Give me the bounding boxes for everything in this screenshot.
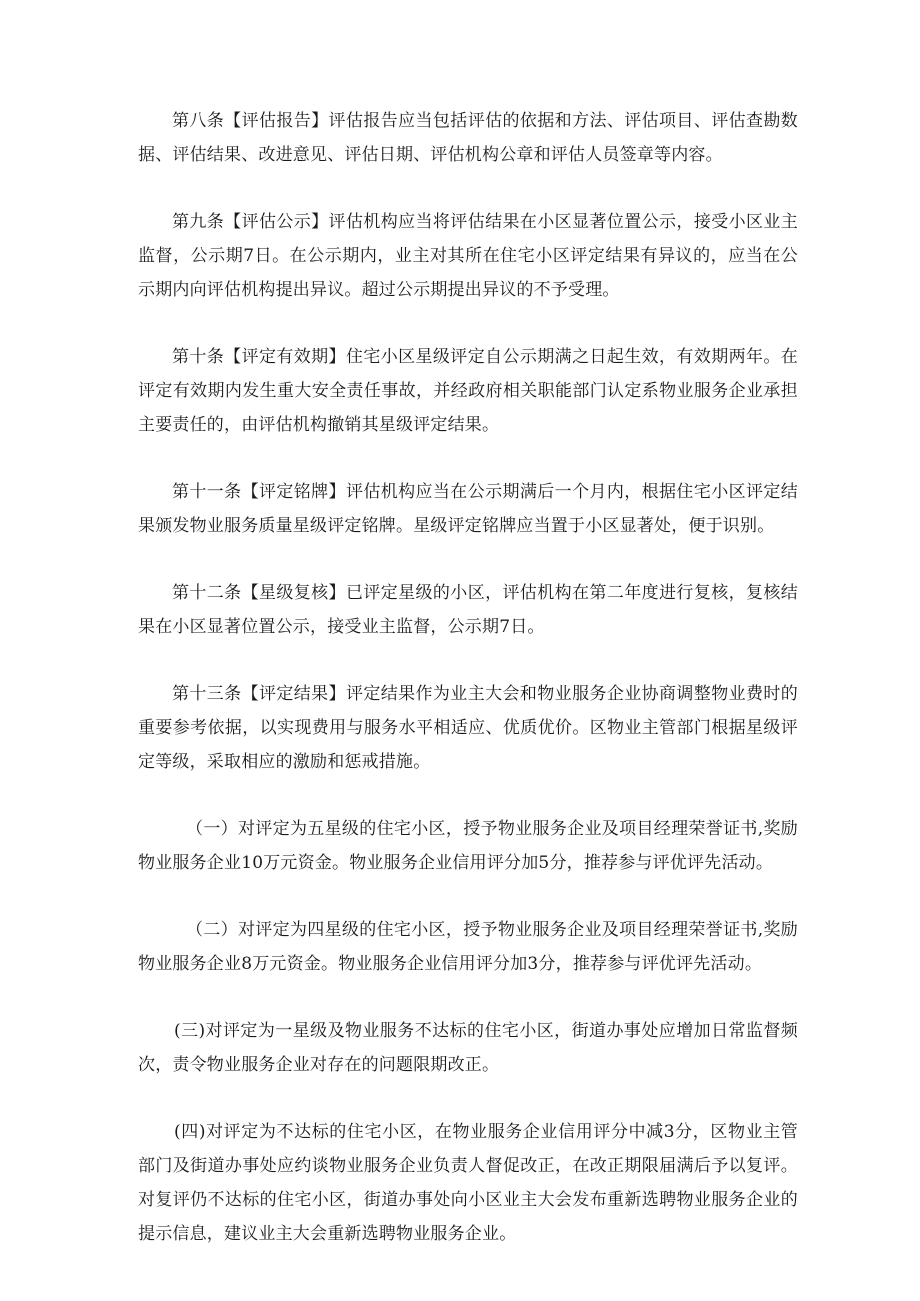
article-13-paragraph: 第十三条【评定结果】评定结果作为业主大会和物业服务企业协商调整物业费时的重要参考依据，以实现费用与服务水平相适应、优质优价。区物业主管部门根据星级评定等级，采取相应的激励和惩戒措施。 (138, 684, 798, 772)
article-9-paragraph: 第九条【评估公示】评估机构应当将评估结果在小区显著位置公示，接受小区业主监督，公示期7日。在公示期内，业主对其所在住宅小区评定结果有异议的，应当在公示期内向评估机构提出异议。超过公示期提出异议的不予受理。 (138, 212, 798, 300)
item-4-paragraph: (四)对评定为不达标的住宅小区，在物业服务企业信用评分中减3分，区物业主管部门及街道办事处应约谈物业服务企业负责人督促改正，在改正期限届满后予以复评。对复评仍不达标的住宅小区，街道办事处向小区业主大会发布重新选聘物业服务企业的提示信息，建议业主大会重新选聘物业服务企业。 (138, 1122, 798, 1244)
item-1-paragraph: （一）对评定为五星级的住宅小区，授予物业服务企业及项目经理荣誉证书,奖励物业服务企业10万元资金。物业服务企业信用评分加5分，推荐参与评优评先活动。 (138, 819, 798, 873)
article-10-paragraph: 第十条【评定有效期】住宅小区星级评定自公示期满之日起生效，有效期两年。在评定有效期内发生重大安全责任事故，并经政府相关职能部门认定系物业服务企业承担主要责任的，由评估机构撤销其星级评定结果。 (138, 347, 798, 435)
document-page (138, 104, 798, 1284)
article-11-paragraph: 第十一条【评定铭牌】评估机构应当在公示期满后一个月内，根据住宅小区评定结果颁发物业服务质量星级评定铭牌。星级评定铭牌应当置于小区显著处，便于识别。 (138, 482, 798, 536)
item-3-paragraph: (三)对评定为一星级及物业服务不达标的住宅小区，街道办事处应增加日常监督频次，责令物业服务企业对存在的问题限期改正。 (138, 1021, 798, 1075)
item-2-paragraph: （二）对评定为四星级的住宅小区，授予物业服务企业及项目经理荣誉证书,奖励物业服务企业8万元资金。物业服务企业信用评分加3分，推荐参与评优评先活动。 (138, 920, 798, 974)
article-8-paragraph: 第八条【评估报告】评估报告应当包括评估的依据和方法、评估项目、评估查勘数据、评估结果、改进意见、评估日期、评估机构公章和评估人员签章等内容。 (138, 111, 798, 165)
article-12-paragraph: 第十二条【星级复核】已评定星级的小区，评估机构在第二年度进行复核，复核结果在小区显著位置公示，接受业主监督，公示期7日。 (138, 583, 798, 637)
